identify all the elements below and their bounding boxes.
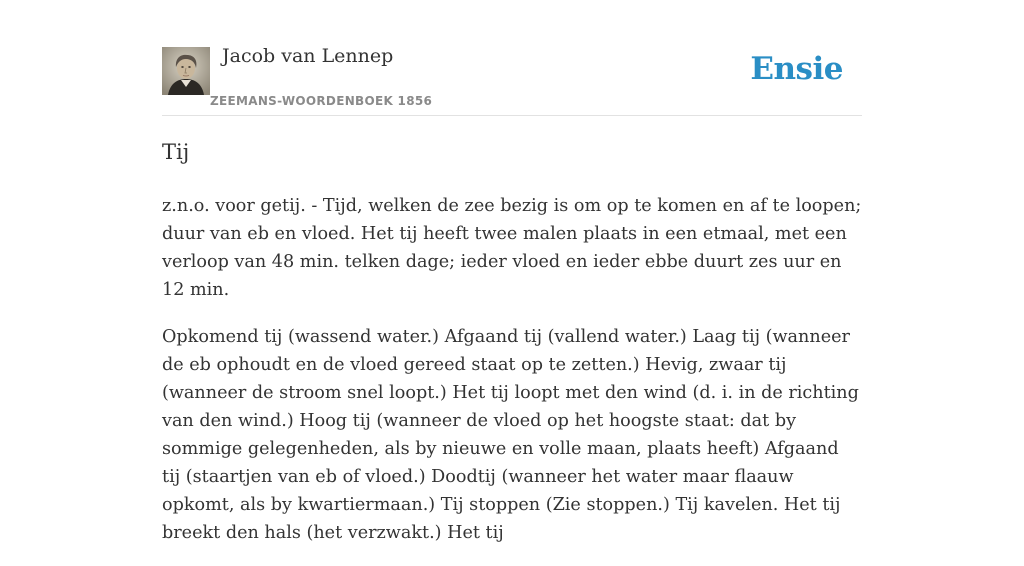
author-avatar[interactable] [162, 47, 210, 95]
author-portrait-icon [162, 47, 210, 95]
entry-definition [162, 192, 862, 566]
definition-paragraph: Opkomend tij (wassend water.) Afgaand tij (vallend water.) Laag tij (wanneer de eb ophoudt en de vloed gereed staat op te zetten.) Hevig, zwaar tij (wanneer de stroom snel loopt.) Het tij loopt met den wind (d. i. in de richting van den wind.) Hoog tij (wanneer de vloed op het hoogste staat: dat by sommige gelegenheden, als by nieuwe en volle maan, plaats heeft) Afgaand tij (staartjen van eb of vloed.) Doodtij (wanneer het water maar flaauw opkomt, als by kwartiermaan.) Tij stoppen (Zie stoppen.) Tij kavelen. Het tij breekt den hals (het verzwakt.) Het tij [162, 327, 859, 543]
ensie-logo[interactable]: Ensie [750, 51, 843, 87]
definition-paragraph: z.n.o. voor getij. - Tijd, welken de zee bezig is om op te komen en af te loopen; duur van eb en vloed. Het tij heeft twee malen plaats in een etmaal, met een verloop van 48 min. telken dage; ieder vloed en ieder ebbe duurt zes uur en 12 min. [162, 196, 862, 300]
header [162, 0, 862, 116]
entry-term: Tij [162, 140, 190, 164]
author-name[interactable]: Jacob van Lennep [222, 45, 394, 67]
source-label[interactable]: ZEEMANS-WOORDENBOEK 1856 [210, 94, 433, 108]
